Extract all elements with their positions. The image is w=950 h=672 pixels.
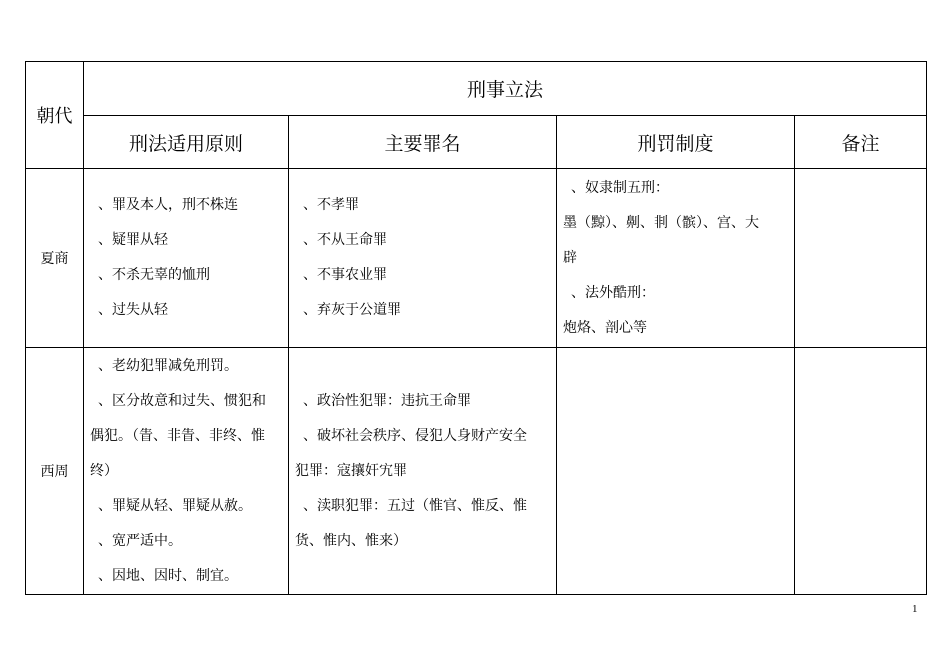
principle-item: 、区分故意和过失、惯犯和 <box>98 392 266 409</box>
crime-item: 、不从王命罪 <box>303 232 387 248</box>
dynasty-cell: 西周 <box>26 348 84 595</box>
crimes-cell <box>289 169 557 348</box>
punishment-item: 炮烙、剖心等 <box>563 319 647 336</box>
page-number: 1 <box>912 603 918 615</box>
punishment-item: 墨（黥）、劓、剕（髌）、宫、大 <box>563 214 759 231</box>
criminal-legislation-header: 刑事立法 <box>84 62 927 116</box>
principle-item: 、宽严适中。 <box>98 532 182 549</box>
crime-item: 、不事农业罪 <box>303 267 387 283</box>
header-row-2 <box>26 116 927 169</box>
table-row-xizhou <box>26 348 927 595</box>
principle-item: 、过失从轻 <box>98 302 168 318</box>
principle-item: 、不杀无辜的恤刑 <box>98 267 210 283</box>
header-row-1 <box>26 62 927 116</box>
principle-item: 、疑罪从轻 <box>98 232 168 248</box>
punishments-cell <box>557 348 795 595</box>
punishments-header: 刑罚制度 <box>557 116 795 169</box>
punishment-item: 、法外酷刑： <box>571 284 655 301</box>
crime-item: 、政治性犯罪：违抗王命罪 <box>303 392 471 409</box>
dynasty-cell: 夏商 <box>26 169 84 348</box>
punishment-item: 辟 <box>563 249 577 266</box>
principles-cell <box>84 348 289 595</box>
crime-item: 货、惟内、惟来） <box>295 532 407 549</box>
crime-item: 、不孝罪 <box>303 197 359 213</box>
crime-item: 犯罪：寇攘奸宄罪 <box>295 462 407 479</box>
crimes-header: 主要罪名 <box>289 116 557 169</box>
principles-cell <box>84 169 289 348</box>
crime-item: 、弃灰于公道罪 <box>303 302 401 318</box>
remarks-header: 备注 <box>795 116 927 169</box>
remarks-cell <box>795 348 927 595</box>
punishment-item: 、奴隶制五刑： <box>571 179 669 196</box>
crimes-cell <box>289 348 557 595</box>
principle-item: 、老幼犯罪减免刑罚。 <box>98 357 238 374</box>
principle-item: 偶犯。（眚、非眚、非终、惟 <box>90 427 265 444</box>
principle-item: 、罪及本人，刑不株连 <box>98 197 238 213</box>
principle-item: 终） <box>90 462 118 479</box>
criminal-legislation-table <box>25 61 927 595</box>
principles-header: 刑法适用原则 <box>84 116 289 169</box>
table-row-xiashang <box>26 169 927 348</box>
crime-item: 、渎职犯罪：五过（惟官、惟反、惟 <box>303 497 527 514</box>
remarks-cell <box>795 169 927 348</box>
crime-item: 、破坏社会秩序、侵犯人身财产安全 <box>303 427 527 444</box>
dynasty-header: 朝代 <box>26 62 84 169</box>
punishments-cell <box>557 169 795 348</box>
principle-item: 、罪疑从轻、罪疑从赦。 <box>98 497 252 514</box>
principle-item: 、因地、因时、制宜。 <box>98 567 238 584</box>
